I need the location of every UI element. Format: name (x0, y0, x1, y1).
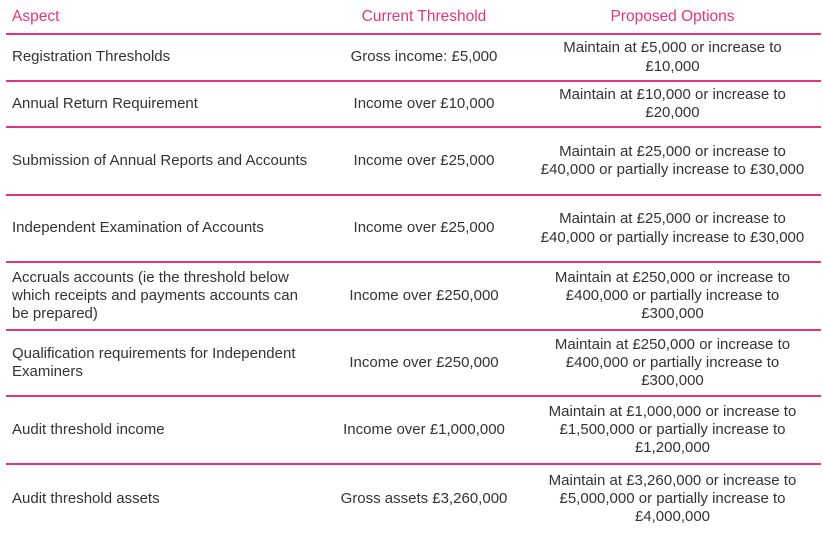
table-row (6, 262, 821, 330)
table-row (6, 330, 821, 396)
table-row (6, 396, 821, 464)
header-row (6, 0, 821, 34)
table-body (6, 34, 821, 533)
cell-aspect: Annual Return Requirement (6, 81, 324, 127)
cell-aspect: Qualification requirements for Independent Examiners (6, 330, 324, 396)
cell-current-threshold: Income over £25,000 (324, 195, 524, 262)
cell-current-threshold: Gross income: £5,000 (324, 34, 524, 81)
cell-current-threshold: Gross assets £3,260,000 (340, 489, 508, 507)
cell-aspect: Accruals accounts (ie the threshold below which receipts and payments accounts can be prepared) (6, 262, 324, 330)
cell-aspect: Audit threshold assets (12, 489, 160, 507)
cell-current-threshold: Income over £25,000 (324, 127, 524, 195)
cell-current-threshold: Income over £1,000,000 (324, 396, 524, 464)
cell-current-threshold: Income over £10,000 (324, 81, 524, 127)
cell-proposed-options: Maintain at £10,000 or increase to £20,000 (524, 81, 821, 127)
cell-current-threshold: Income over £250,000 (324, 262, 524, 330)
table-row (6, 81, 821, 127)
cell-proposed-options: Maintain at £25,000 or increase to £40,000 or partially increase to £30,000 (524, 127, 821, 195)
cell-aspect: Submission of Annual Reports and Accounts (6, 127, 324, 195)
cell-aspect: Independent Examination of Accounts (6, 195, 324, 262)
cell-current-threshold: Income over £250,000 (324, 330, 524, 396)
header-current-threshold: Current Threshold (324, 0, 524, 34)
threshold-table (6, 0, 821, 533)
table-header (6, 0, 821, 34)
cell-proposed-options: Maintain at £250,000 or increase to £400,000 or partially increase to £300,000 (524, 262, 821, 330)
table-row (6, 464, 821, 533)
table-row (6, 195, 821, 262)
table-row (6, 127, 821, 195)
cell-aspect: Registration Thresholds (6, 34, 324, 81)
header-aspect: Aspect (6, 0, 324, 34)
table-row (6, 34, 821, 81)
cell-proposed-options: Maintain at £5,000 or increase to £10,000 (524, 34, 821, 81)
cell-proposed-options: Maintain at £250,000 or increase to £400,000 or partially increase to £300,000 (524, 330, 821, 396)
cell-proposed-options: Maintain at £3,260,000 or increase to £5,000,000 or partially increase to £4,000,000 (548, 471, 797, 526)
cell-proposed-options: Maintain at £1,000,000 or increase to £1,500,000 or partially increase to £1,200,000 (524, 396, 821, 464)
cell-aspect: Audit threshold income (6, 396, 324, 464)
cell-proposed-options: Maintain at £25,000 or increase to £40,000 or partially increase to £30,000 (524, 195, 821, 262)
header-proposed-options: Proposed Options (524, 0, 821, 34)
